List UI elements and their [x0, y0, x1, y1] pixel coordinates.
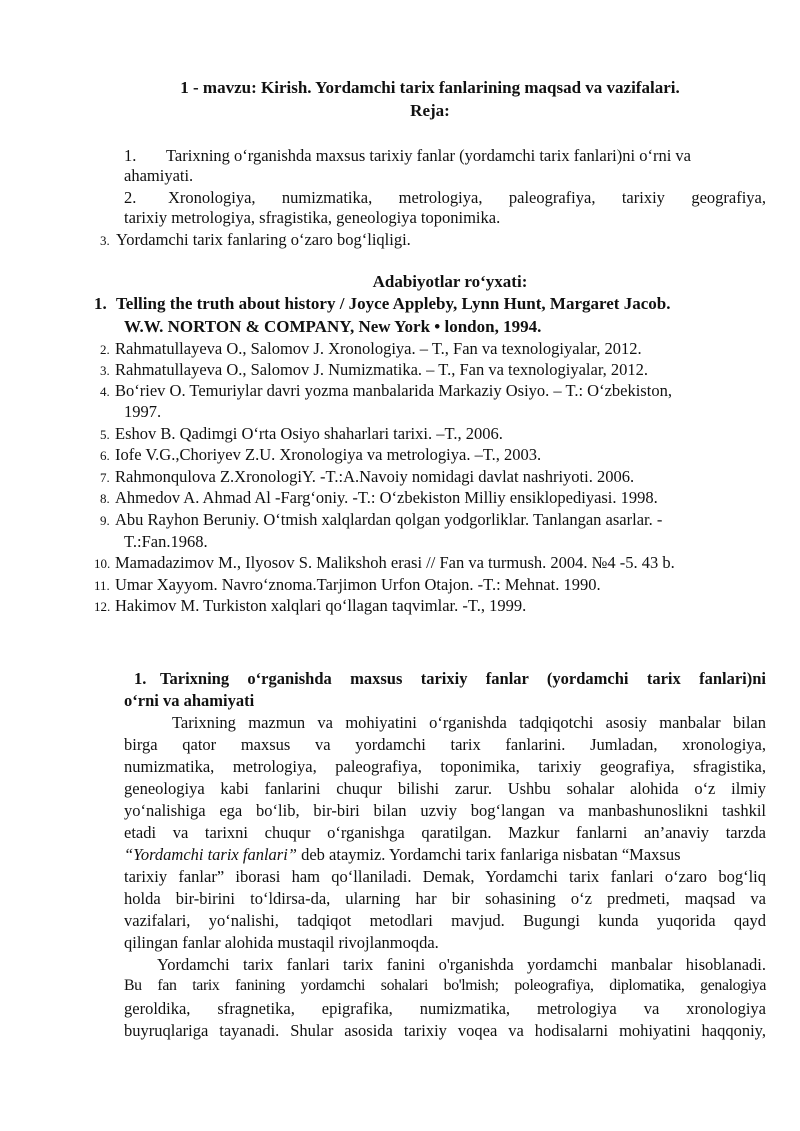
reference-number: 10.	[94, 556, 111, 571]
reference-text: Rahmatullayeva O., Salomov J. Xronologiya. – T., Fan va texnologiyalar, 2012.	[115, 339, 642, 358]
reference-item-7	[100, 467, 634, 487]
reference-text: Hakimov M. Turkiston xalqlari qo‘llagan taqvimlar. -T., 1999.	[115, 596, 527, 615]
paragraph-line: etadi va tarixni chuqur o‘rganishga qaratilgan. Mazkur fanlarni an’anaviy tarzda	[124, 823, 766, 842]
plan-item-1	[124, 146, 691, 166]
paragraph-line: geroldika, sfragnetika, epigrafika, numizmatika, metrologiya va xronologiya	[124, 999, 766, 1018]
plan-item-text: Yordamchi tarix fanlaring o‘zaro bog‘liqligi.	[116, 230, 411, 249]
reference-item-9	[100, 510, 662, 530]
reference-item-8	[100, 488, 658, 508]
reference-text: Iofe V.G.,Choriyev Z.U. Xronologiya va metrologiya. –T., 2003.	[115, 445, 542, 464]
reference-number: 4.	[100, 384, 110, 399]
reference-number: 3.	[100, 363, 110, 378]
plan-item-number: 3.	[100, 233, 110, 248]
reference-item-6	[100, 445, 541, 465]
plan-label: Reja:	[410, 101, 450, 120]
reference-item-4-cont: 1997.	[124, 402, 162, 421]
plan-item-text: Tarixning o‘rganishda maxsus tarixiy fanlar (yordamchi tarix fanlari)ni o‘rni va	[166, 146, 691, 165]
plan-item-2	[124, 188, 766, 208]
reference-item-4	[100, 381, 672, 401]
plan-item-text: Xronologiya, numizmatika, metrologiya, paleografiya, tarixiy geografiya,	[168, 188, 766, 207]
plan-item-number: 1.	[124, 146, 137, 165]
reference-text: Umar Xayyom. Navro‘znoma.Tarjimon Urfon Otajon. -T.: Mehnat. 1990.	[115, 575, 601, 594]
reference-number: 9.	[100, 513, 110, 528]
paragraph-line: Tarixning mazmun va mohiyatini o‘rganishda tadqiqotchi asosiy manbalar bilan	[172, 713, 766, 732]
plan-item-3	[100, 230, 411, 250]
reference-number: 7.	[100, 470, 110, 485]
section-heading-cont: o‘rni va ahamiyati	[124, 691, 255, 710]
reference-text: Bo‘riev O. Temuriylar davri yozma manbalarida Markaziy Osiyo. – T.: O‘zbekiston,	[115, 381, 672, 400]
reference-number: 5.	[100, 427, 110, 442]
reference-text: Ahmedov A. Ahmad Al -Farg‘oniy. -T.: O‘zbekiston Milliy ensiklopediyasi. 1998.	[115, 488, 658, 507]
plan-item-number: 2.	[124, 188, 137, 207]
reference-text: Mamadazimov M., Ilyosov S. Malikshoh erasi // Fan va turmush. 2004. №4 -5. 43 b.	[115, 553, 675, 572]
reference-number: 6.	[100, 448, 110, 463]
plan-item-1-cont: ahamiyati.	[124, 166, 194, 185]
reference-text: Telling the truth about history / Joyce Appleby, Lynn Hunt, Margaret Jacob.	[116, 294, 671, 313]
reference-item-5	[100, 424, 503, 444]
reference-text: Rahmonqulova Z.XronologiY. -T.:A.Navoiy nomidagi davlat nashriyoti. 2006.	[115, 467, 635, 486]
paragraph-line: numizmatika, metrologiya, paleografiya, toponimika, tarixiy geografiya, sfragistika,	[124, 757, 766, 776]
reference-item-11	[94, 575, 601, 595]
section-heading-text: Tarixning o‘rganishda maxsus tarixiy fanlar (yordamchi tarix fanlari)ni	[160, 669, 766, 688]
reference-item-9-cont: T.:Fan.1968.	[124, 532, 208, 551]
paragraph-line: Yordamchi tarix fanlari tarix fanini o'rganishda yordamchi manbalar hisoblanadi.	[157, 955, 766, 974]
paragraph-line: tarixiy fanlar” iborasi ham qo‘llaniladi. Demak, Yordamchi tarix fanlari o‘zaro bog‘liq	[124, 867, 766, 886]
paragraph-line: birga qator maxsus va yordamchi tarix fanlarini. Jumladan, xronologiya,	[124, 735, 766, 754]
reference-number: 8.	[100, 491, 110, 506]
reference-item-10	[94, 553, 675, 573]
reference-item-1	[94, 294, 670, 314]
reference-number: 1.	[94, 294, 107, 313]
reference-item-3	[100, 360, 648, 380]
italic-term: “Yordamchi tarix fanlari”	[124, 845, 297, 864]
plan-item-2-cont: tarixiy metrologiya, sfragistika, geneologiya toponimika.	[124, 208, 501, 227]
reference-number: 2.	[100, 342, 110, 357]
paragraph-line: geneologiya kabi fanlarini chuqur bilishi zarur. Ushbu sohalar alohida o‘z ilmiy	[124, 779, 766, 798]
paragraph-line: holda bir-birini to‘ldirsa-da, ularning har bir sohasining o‘z predmeti, maqsad va	[124, 889, 766, 908]
reference-number: 12.	[94, 599, 111, 614]
reference-text: Eshov B. Qadimgi O‘rta Osiyo shaharlari tarixi. –T., 2006.	[115, 424, 503, 443]
reference-item-1-cont: W.W. NORTON & COMPANY, New York • london, 1994.	[124, 317, 542, 336]
paragraph-line: yo‘nalishiga ega bo‘lib, bir-biri bilan uzviy bog‘langan va manbashunoslikni tashkil	[124, 801, 766, 820]
reference-item-2	[100, 339, 642, 359]
reference-text: Rahmatullayeva O., Salomov J. Numizmatika. – T., Fan va texnologiyalar, 2012.	[115, 360, 649, 379]
paragraph-line: buyruqlariga tayanadi. Shular asosida tarixiy voqea va hodisalarni mohiyatini haqqoniy,	[124, 1021, 766, 1040]
section-heading	[134, 669, 766, 689]
paragraph-line-italic	[124, 845, 681, 865]
paragraph-text: deb ataymiz. Yordamchi tarix fanlariga nisbatan “Maxsus	[296, 845, 681, 864]
paragraph-line: Bu fan tarix fanining yordamchi sohalari bo'lmish; poleografiya, diplomatika, genalogiya	[124, 977, 766, 994]
reference-number: 11.	[94, 578, 110, 593]
paragraph-line: qilingan fanlar alohida mustaqil rivojlanmoqda.	[124, 933, 439, 952]
reference-text: Abu Rayhon Beruniy. O‘tmish xalqlardan qolgan yodgorliklar. Tanlangan asarlar. -	[115, 510, 663, 529]
lecture-title: 1 - mavzu: Kirish. Yordamchi tarix fanlarining maqsad va vazifalari.	[180, 78, 680, 97]
section-number: 1.	[134, 669, 147, 688]
references-heading: Adabiyotlar ro‘yxati:	[372, 272, 528, 291]
paragraph-line: vazifalari, yo‘nalishi, tadqiqot metodlari mavjud. Bugungi kunda yuqorida qayd	[124, 911, 766, 930]
reference-item-12	[94, 596, 526, 616]
